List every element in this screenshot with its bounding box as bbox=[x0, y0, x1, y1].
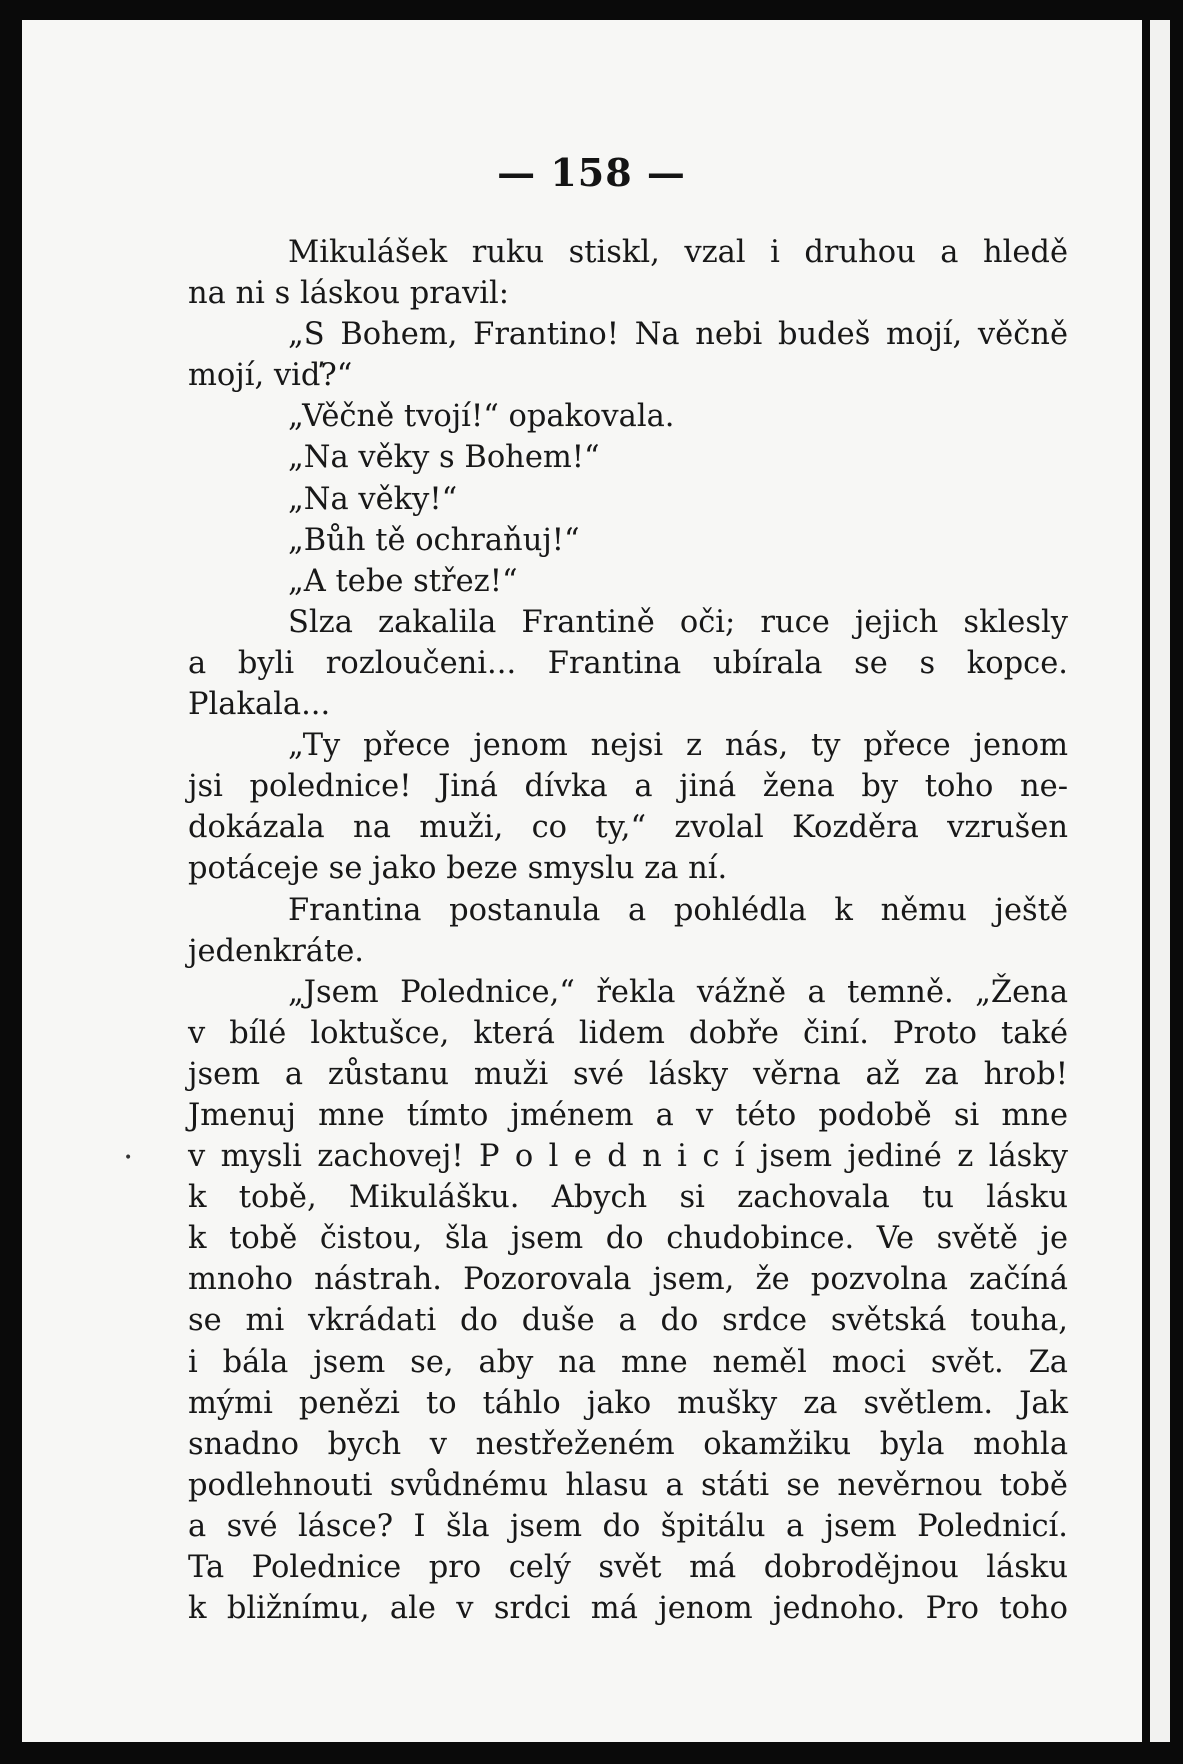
text-line: podlehnouti svůdnému hlasu a státi se nevěrnou tobě bbox=[188, 1467, 1068, 1503]
body-text bbox=[188, 232, 1068, 1629]
text-line: mojí, viď?“ bbox=[188, 358, 353, 394]
text-line: Jmenuj mne tímto jménem a v této podobě si mne bbox=[188, 1097, 1068, 1133]
adjacent-page-edge bbox=[1150, 20, 1170, 1742]
text-line: jsi polednice! Jiná dívka a jiná žena by toho ne- bbox=[188, 769, 1068, 805]
text-line: mnoho nástrah. Pozorovala jsem, že pozvolna začíná bbox=[188, 1262, 1068, 1298]
text-line: „Na věky!“ bbox=[288, 481, 458, 517]
text-line: k tobě čistou, šla jsem do chudobince. Ve světě je bbox=[188, 1221, 1068, 1257]
text-line: Frantina postanula a pohlédla k němu ještě bbox=[288, 892, 1068, 928]
text-line: jedenkráte. bbox=[188, 933, 364, 969]
text-line: dokázala na muži, co ty,“ zvolal Kozděra vzrušen bbox=[188, 810, 1068, 846]
text-line: snadno bych v nestřeženém okamžiku byla mohla bbox=[188, 1426, 1068, 1462]
text-line: i bála jsem se, aby na mne neměl moci svět. Za bbox=[188, 1344, 1068, 1380]
text-line: v mysli zachovej! P o l e d n i c í jsem jediné z lásky bbox=[188, 1139, 1068, 1175]
text-line: „Jsem Polednice,“ řekla vážně a temně. „Žena bbox=[288, 974, 1068, 1010]
text-line: „A tebe střez!“ bbox=[288, 563, 518, 599]
text-line: „Na věky s Bohem!“ bbox=[288, 440, 600, 476]
text-line: Ta Polednice pro celý svět má dobrodějnou lásku bbox=[188, 1550, 1068, 1585]
text-line: „Bůh tě ochraňuj!“ bbox=[288, 522, 580, 558]
text-line: k bližnímu, ale v srdci má jenom jednoho. Pro toho bbox=[188, 1591, 1068, 1627]
text-line: „S Bohem, Frantino! Na nebi budeš mojí, věčně bbox=[288, 317, 1068, 353]
text-line: „Ty přece jenom nejsi z nás, ty přece jenom bbox=[288, 728, 1068, 764]
text-line: jsem a zůstanu muži své lásky věrna až za hrob! bbox=[188, 1056, 1068, 1092]
text-line: k tobě, Mikulášku. Abych si zachovala tu lásku bbox=[188, 1180, 1068, 1216]
text-line: se mi vkrádati do duše a do srdce světská touha, bbox=[188, 1303, 1068, 1339]
text-line: na ni s láskou pravil: bbox=[188, 276, 510, 312]
text-line: Mikulášek ruku stiskl, vzal i druhou a hledě bbox=[288, 235, 1068, 270]
text-line: a byli rozloučeni... Frantina ubírala se s kopce. bbox=[188, 645, 1068, 681]
page-number: — 158 — bbox=[497, 150, 686, 195]
text-line: mými penězi to táhlo jako mušky za světlem. Jak bbox=[188, 1385, 1068, 1421]
margin-mark: • bbox=[124, 1150, 133, 1166]
text-line: „Věčně tvojí!“ opakovala. bbox=[288, 399, 675, 435]
text-line: a své lásce? I šla jsem do špitálu a jsem Polednicí. bbox=[188, 1508, 1068, 1544]
text-line: v bílé loktušce, která lidem dobře činí. Proto také bbox=[188, 1015, 1068, 1051]
text-line: potáceje se jako beze smyslu za ní. bbox=[188, 851, 728, 887]
text-line: Slza zakalila Frantině oči; ruce jejich sklesly bbox=[288, 604, 1068, 640]
text-line: Plakala... bbox=[188, 687, 331, 723]
